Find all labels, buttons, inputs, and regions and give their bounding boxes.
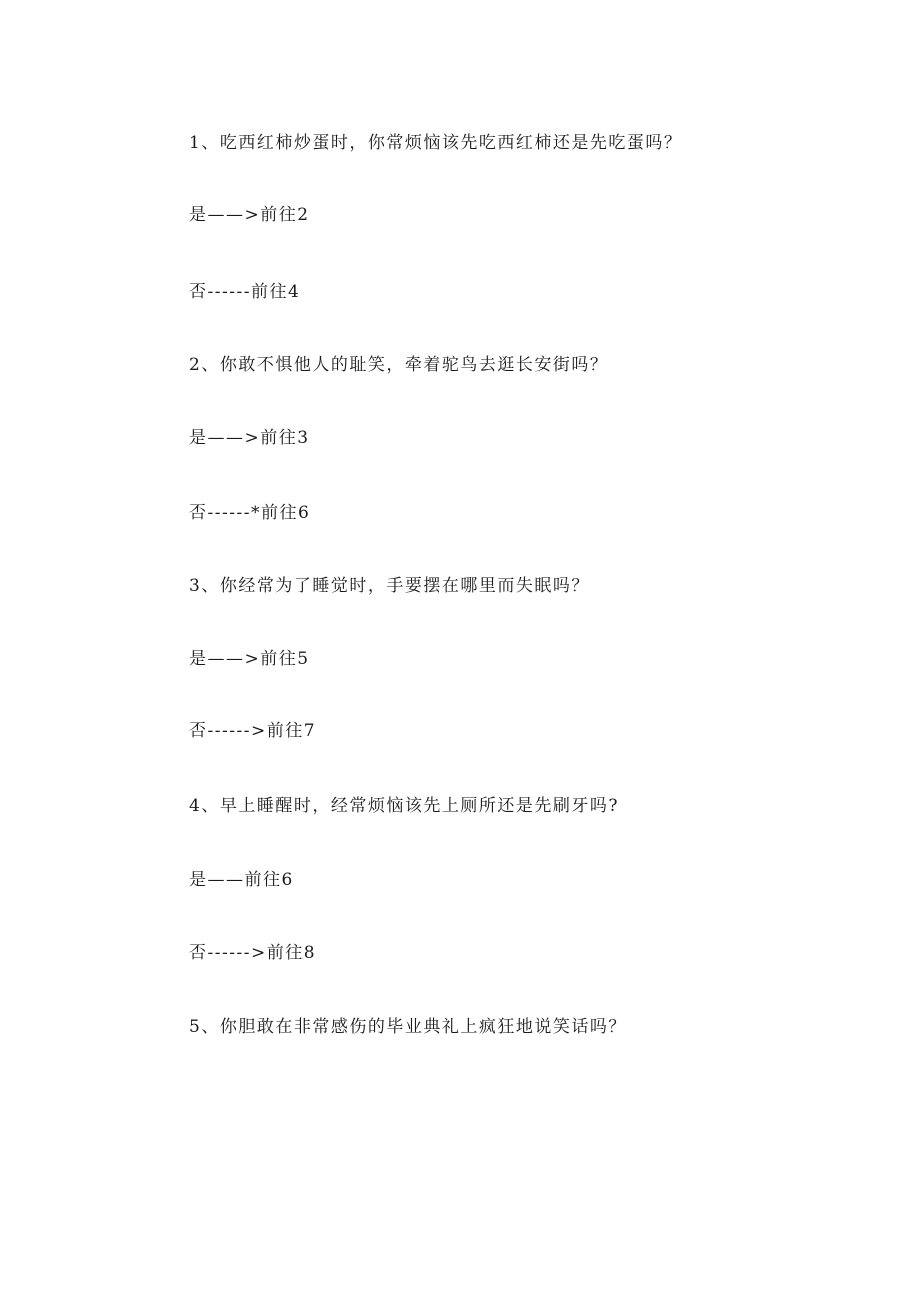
question-3-no: 否------>前往7: [189, 721, 317, 741]
question-4: 4、早上睡醒时，经常烦恼该先上厕所还是先刷牙吗?: [189, 796, 619, 816]
question-2-no: 否------*前往6: [189, 503, 311, 523]
question-3-yes: 是——>前往5: [189, 649, 310, 669]
question-2: 2、你敢不惧他人的耻笑，牵着驼鸟去逛长安街吗？: [189, 355, 609, 375]
question-4-yes: 是——前往6: [189, 870, 294, 890]
question-4-no: 否------>前往8: [189, 943, 317, 963]
question-2-yes: 是——>前往3: [189, 428, 310, 448]
question-5: 5、你胆敢在非常感伤的毕业典礼上疯狂地说笑话吗？: [189, 1017, 627, 1037]
question-1-yes: 是——>前往2: [189, 205, 310, 225]
question-3: 3、你经常为了睡觉时，手要摆在哪里而失眠吗？: [189, 576, 590, 596]
question-1: 1、吃西红柿炒蛋时，你常烦恼该先吃西红柿还是先吃蛋吗？: [189, 133, 683, 153]
question-1-no: 否------前往4: [189, 282, 301, 302]
